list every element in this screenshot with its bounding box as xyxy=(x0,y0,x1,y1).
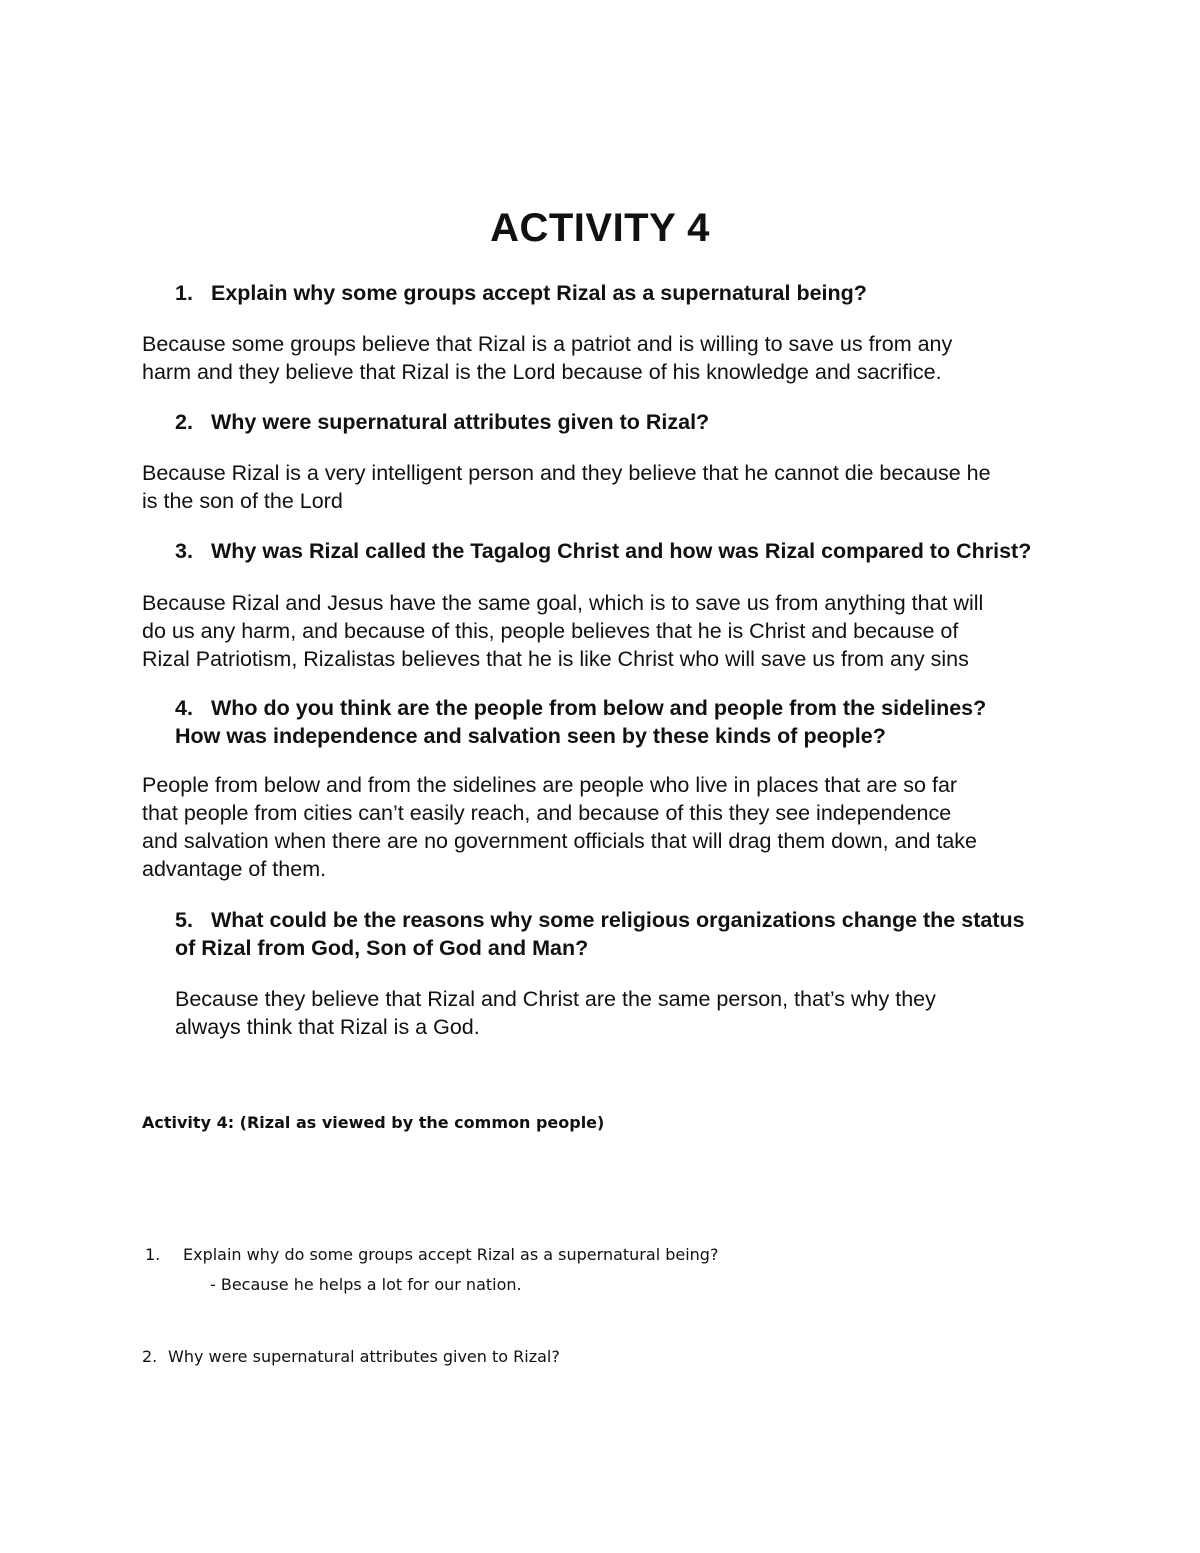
answer-line: and salvation when there are no government officials that will drag them down, and take xyxy=(142,829,978,853)
answer-line: Because some groups believe that Rizal is a patriot and is willing to save us from any xyxy=(142,332,953,356)
answer-line: Because Rizal and Jesus have the same goal, which is to save us from anything that will xyxy=(142,591,984,615)
question-text: Explain why do some groups accept Rizal as a supernatural being? xyxy=(183,1245,719,1264)
answer-line: Because Rizal is a very intelligent person and they believe that he cannot die because he xyxy=(142,461,991,485)
section-answer-1: - Because he helps a lot for our nation. xyxy=(210,1275,522,1294)
question-text: Who do you think are the people from below and people from the sidelines? xyxy=(211,696,987,720)
question-text: of Rizal from God, Son of God and Man? xyxy=(175,936,589,960)
page-title: ACTIVITY 4 xyxy=(490,206,710,250)
answer-line: advantage of them. xyxy=(142,857,327,881)
answer-2 xyxy=(142,459,1072,515)
question-number: 1. xyxy=(175,281,193,305)
question-text: What could be the reasons why some religious organizations change the status xyxy=(211,908,1025,932)
answer-3 xyxy=(142,589,1072,673)
question-text: Why were supernatural attributes given to Rizal? xyxy=(168,1347,560,1366)
section-title: Activity 4: (Rizal as viewed by the common people) xyxy=(142,1113,605,1132)
question-2 xyxy=(175,408,1075,436)
answer-line: harm and they believe that Rizal is the Lord because of his knowledge and sacrifice. xyxy=(142,360,942,384)
section-question-2 xyxy=(142,1345,560,1369)
answer-line: do us any harm, and because of this, people believes that he is Christ and because of xyxy=(142,619,959,643)
question-number: 5. xyxy=(175,908,193,932)
question-text: Explain why some groups accept Rizal as a supernatural being? xyxy=(211,281,867,305)
question-number: 4. xyxy=(175,696,193,720)
answer-line: always think that Rizal is a God. xyxy=(175,1015,480,1039)
question-text: Why was Rizal called the Tagalog Christ and how was Rizal compared to Christ? xyxy=(211,539,1032,563)
question-number: 2. xyxy=(175,410,193,434)
question-4 xyxy=(175,694,1075,750)
answer-line: that people from cities can’t easily reach, and because of this they see independence xyxy=(142,801,952,825)
answer-5 xyxy=(175,985,1055,1041)
answer-1 xyxy=(142,330,1072,386)
question-1 xyxy=(175,279,1075,307)
section-question-1 xyxy=(145,1243,718,1267)
question-number: 3. xyxy=(175,539,193,563)
question-3 xyxy=(175,537,1075,565)
answer-line: Rizal Patriotism, Rizalistas believes that he is like Christ who will save us from any sins xyxy=(142,647,969,671)
answer-line: is the son of the Lord xyxy=(142,489,343,513)
question-number: 1. xyxy=(145,1245,161,1264)
answer-4 xyxy=(142,771,1072,883)
answer-line: People from below and from the sidelines are people who live in places that are so far xyxy=(142,773,958,797)
question-number: 2. xyxy=(142,1347,158,1366)
answer-line: Because they believe that Rizal and Christ are the same person, that’s why they xyxy=(175,987,936,1011)
question-5 xyxy=(175,906,1075,962)
question-text: How was independence and salvation seen by these kinds of people? xyxy=(175,724,886,748)
question-text: Why were supernatural attributes given to Rizal? xyxy=(211,410,710,434)
